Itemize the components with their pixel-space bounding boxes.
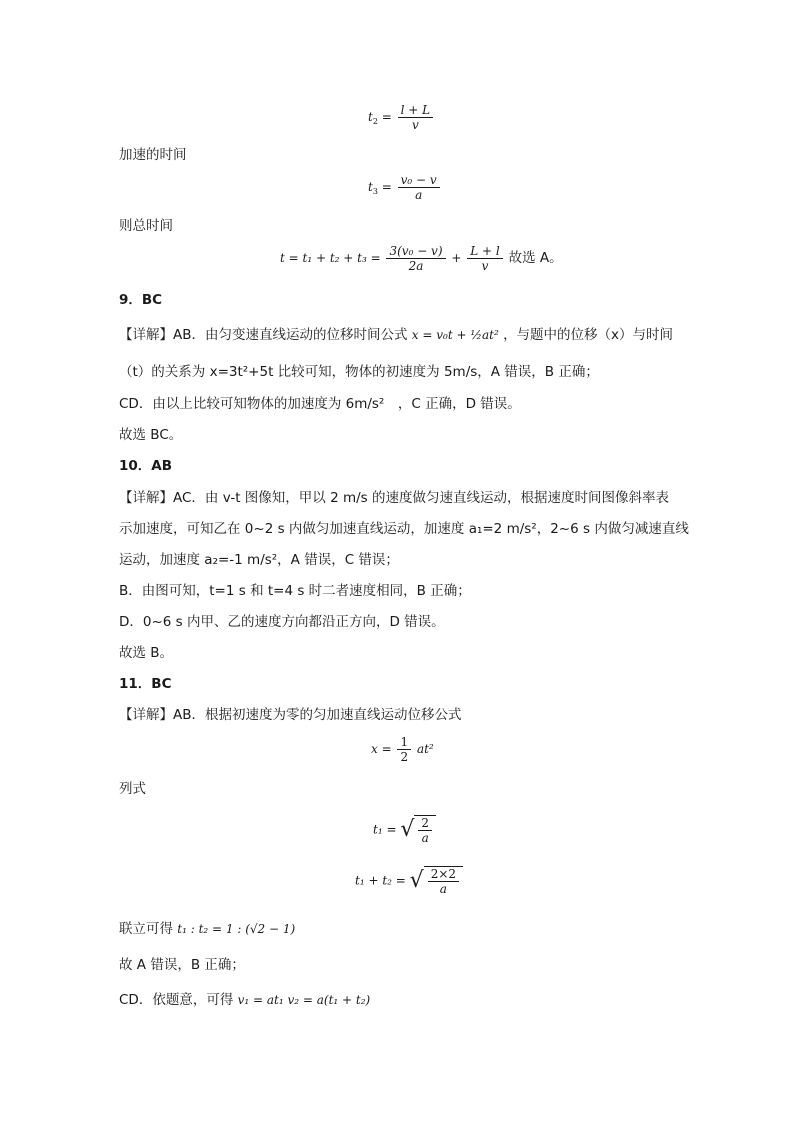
q11-cd-formula: v₁ = at₁ v₂ = a(t₁ + t₂) — [237, 993, 371, 1007]
q9-line1-pre: 【详解】AB．由匀变速直线运动的位移时间公式 — [119, 327, 408, 343]
equation-t2: $t_2$ = $\frac{l + L}{v}$ — [368, 103, 435, 132]
q10-line-5: D．0~6 s 内甲、乙的速度方向都沿正方向，D 错误。 — [119, 614, 445, 630]
q10-line-4: B．由图可知，t=1 s 和 t=4 s 时二者速度相同，B 正确； — [119, 583, 471, 599]
q10-heading: 10．AB — [119, 458, 173, 474]
eq-total-suffix: 故选 A。 — [508, 250, 563, 266]
eq-total-frac2-den: v — [467, 258, 503, 273]
equation-t3: $t_3$ = $\frac{\text{v₀ − v}}{a}$ — [368, 173, 442, 202]
eq-t3-lhs-sub: 3 — [372, 187, 378, 196]
eq-t1t2-lhs: t₁ + t₂ = — [355, 873, 406, 888]
q11-line-1: 【详解】AB．根据初速度为零的匀加速直线运动位移公式 — [119, 707, 462, 723]
eq-t3-denominator: a — [398, 187, 440, 202]
text-list: 列式 — [119, 781, 146, 797]
eq-t3-fraction — [398, 173, 440, 202]
q10-line-6: 故选 B。 — [119, 645, 174, 661]
eq-total-frac1-den: 2a — [386, 258, 445, 273]
eq-t2-lhs-sub: 2 — [372, 117, 378, 126]
eq-total-frac2-num: L + l — [470, 244, 500, 258]
sqrt-icon: √ $\frac{2\times 2}{a}$ — [410, 866, 463, 896]
eq-t2-lhs: t — [368, 110, 373, 124]
q11-heading: 11．BC — [119, 676, 172, 692]
eq-total-fraction-2 — [467, 244, 503, 273]
eq-t1t2-denominator: a — [428, 881, 459, 896]
text-accel-time: 加速的时间 — [119, 147, 187, 163]
q9-line1-formula: x = v₀t + ½at² — [411, 328, 499, 342]
eq-x-lhs: x = — [371, 742, 392, 756]
eq-t1t2-numerator: 2×2 — [430, 867, 457, 881]
eq-x-tail: at² — [416, 742, 434, 756]
eq-x-numerator: 1 — [400, 735, 409, 749]
q10-line-1: 【详解】AC．由 v-t 图像知，甲以 2 m/s 的速度做匀速直线运动，根据速度时间图像斜率表 — [119, 490, 669, 506]
eq-total-lhs: t = t₁ + t₂ + t₃ = — [280, 251, 381, 265]
q9-line-3: CD．由以上比较可知物体的加速度为 6m/s² ，C 正确，D 错误。 — [119, 396, 521, 412]
eq-t2-denominator: v — [398, 117, 434, 132]
q9-line-2: （t）的关系为 x=3t²+5t 比较可知，物体的初速度为 5m/s，A 错误，B 正确； — [119, 364, 599, 380]
eq-x-fraction — [397, 735, 411, 764]
equation-t1 — [373, 815, 436, 845]
q9-line-1 — [119, 326, 673, 344]
eq-t1t2-fraction — [428, 867, 459, 896]
text-total-time: 则总时间 — [119, 218, 173, 234]
q9-line1-post: ，与题中的位移（x）与时间 — [503, 327, 674, 343]
q11-ratio-pre: 联立可得 — [119, 921, 173, 937]
eq-total-plus: + — [451, 251, 462, 265]
sqrt-icon: √ $\frac{2}{a}$ — [400, 815, 436, 845]
eq-t2-numerator: l + L — [400, 103, 431, 117]
eq-t3-lhs: t — [368, 180, 373, 194]
q9-line-4: 故选 BC。 — [119, 427, 183, 443]
eq-t1-fraction — [418, 816, 432, 845]
eq-t3-numerator: v₀ − v — [400, 173, 437, 187]
equation-total-time — [280, 244, 563, 273]
q11-ab-line: 故 A 错误，B 正确； — [119, 957, 245, 973]
equation-x — [371, 735, 434, 764]
eq-t2-fraction — [398, 103, 434, 132]
eq-x-denominator: 2 — [397, 749, 411, 764]
q10-line-3: 运动，加速度 a₂=-1 m/s²，A 错误，C 错误； — [119, 552, 399, 568]
q9-heading: 9．BC — [119, 292, 163, 308]
q11-ratio-line — [119, 920, 295, 938]
eq-total-frac1-num: 3(v₀ − v) — [389, 244, 443, 258]
eq-t1-numerator: 2 — [421, 816, 430, 830]
eq-total-fraction-1 — [386, 244, 445, 273]
q11-cd-line — [119, 991, 370, 1009]
q10-line-2: 示加速度，可知乙在 0~2 s 内做匀加速直线运动，加速度 a₁=2 m/s²，2~6 s 内做匀减速直线 — [119, 521, 689, 537]
equation-t1-plus-t2 — [355, 866, 463, 896]
eq-t1-denominator: a — [418, 830, 432, 845]
q11-cd-pre: CD．依题意，可得 — [119, 992, 234, 1008]
q11-ratio-formula: t₁ : t₂ = 1 : (√2 − 1) — [177, 922, 296, 936]
eq-t1-lhs: t₁ = — [373, 822, 397, 837]
